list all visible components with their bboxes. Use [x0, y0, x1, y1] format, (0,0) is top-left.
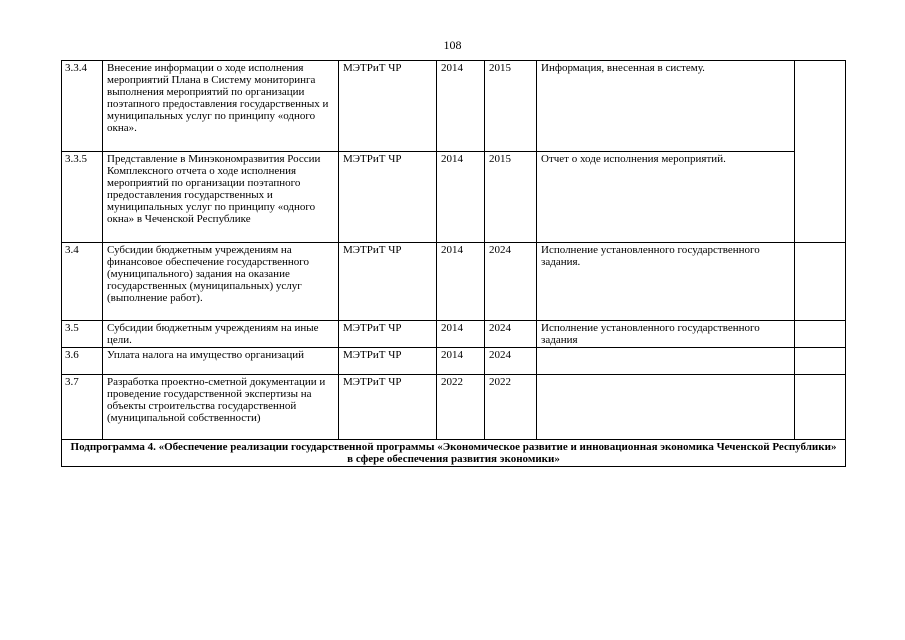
indicator-cell [795, 243, 846, 321]
executor: МЭТРиТ ЧР [339, 321, 437, 348]
subprogram-row [62, 440, 846, 467]
activity-name: Разработка проектно-сметной документации и проведение государственной экспертизы на объекты строительства государственной (муниципальной собственности) [103, 375, 339, 440]
expected-result: Исполнение установленного государственного задания [537, 321, 795, 348]
table-row [62, 375, 846, 440]
expected-result [537, 348, 795, 375]
table-row [62, 61, 846, 152]
activity-name: Субсидии бюджетным учреждениям на иные цели. [103, 321, 339, 348]
indicator-cell [795, 375, 846, 440]
row-number: 3.4 [62, 243, 103, 321]
expected-result: Информация, внесенная в систему. [537, 61, 795, 152]
end-year: 2024 [485, 321, 537, 348]
expected-result: Исполнение установленного государственного задания. [537, 243, 795, 321]
page-number: 108 [443, 38, 462, 52]
indicator-cell [795, 348, 846, 375]
table-row [62, 243, 846, 321]
start-year: 2014 [437, 152, 485, 243]
expected-result: Отчет о ходе исполнения мероприятий. [537, 152, 795, 243]
row-number: 3.6 [62, 348, 103, 375]
table-row [62, 321, 846, 348]
end-year: 2024 [485, 243, 537, 321]
activity-name: Представление в Минэкономразвития России Комплексного отчета о ходе исполнения мероприятий по организации поэтапного предоставления государственных и муниципальных услуг по принципу «одного окна» в Чеченской Республике [103, 152, 339, 243]
start-year: 2014 [437, 243, 485, 321]
start-year: 2014 [437, 61, 485, 152]
end-year: 2022 [485, 375, 537, 440]
activity-name: Внесение информации о ходе исполнения мероприятий Плана в Систему мониторинга выполнения мероприятий по организации поэтапного предоставления государственных и муниципальных услуг по принципу «одного окна». [103, 61, 339, 152]
row-number: 3.5 [62, 321, 103, 348]
row-number: 3.3.5 [62, 152, 103, 243]
end-year: 2015 [485, 61, 537, 152]
end-year: 2024 [485, 348, 537, 375]
expected-result [537, 375, 795, 440]
indicator-cell [795, 61, 846, 243]
activity-name: Уплата налога на имущество организаций [103, 348, 339, 375]
table-row [62, 348, 846, 375]
indicator-cell [795, 321, 846, 348]
table-row [62, 152, 846, 243]
executor: МЭТРиТ ЧР [339, 348, 437, 375]
row-number: 3.3.4 [62, 61, 103, 152]
executor: МЭТРиТ ЧР [339, 152, 437, 243]
activity-name: Субсидии бюджетным учреждениям на финансовое обеспечение государственного (муниципального) задания на оказание государственных (муниципальных) услуг (выполнение работ). [103, 243, 339, 321]
row-number: 3.7 [62, 375, 103, 440]
program-activities-table [61, 60, 846, 467]
executor: МЭТРиТ ЧР [339, 375, 437, 440]
start-year: 2014 [437, 348, 485, 375]
start-year: 2022 [437, 375, 485, 440]
subprogram-heading: Подпрограмма 4. «Обеспечение реализации государственной программы «Экономическое развитие и инновационная экономика Чеченской Республики» в сфере обеспечения развития экономики» [62, 440, 846, 467]
executor: МЭТРиТ ЧР [339, 243, 437, 321]
start-year: 2014 [437, 321, 485, 348]
executor: МЭТРиТ ЧР [339, 61, 437, 152]
end-year: 2015 [485, 152, 537, 243]
